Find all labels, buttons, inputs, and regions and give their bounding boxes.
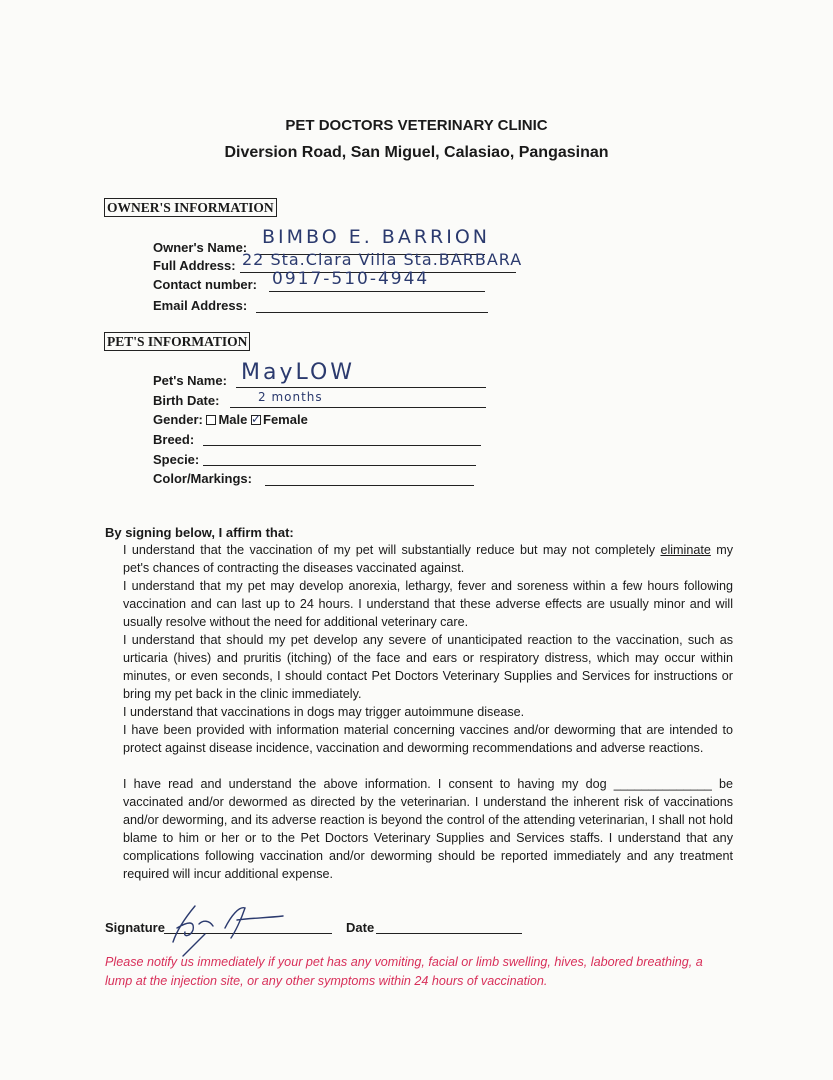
- birth-date-label: Birth Date:: [153, 393, 220, 408]
- consent-paragraph-6: [105, 775, 733, 883]
- consent-heading: By signing below, I affirm that:: [105, 525, 294, 540]
- consent-p1-b: my pet's chances of contracting the diseases vaccinated against.: [123, 543, 734, 575]
- clinic-name: PET DOCTORS VETERINARY CLINIC: [285, 117, 548, 134]
- owner-name-label: Owner's Name:: [153, 240, 248, 255]
- male-checkbox[interactable]: [206, 415, 216, 425]
- pet-name-value[interactable]: MayLOW: [241, 360, 356, 385]
- consent-paragraph-5: [105, 721, 733, 757]
- clinic-address: Diversion Road, San Miguel, Calasiao, Pangasinan: [224, 144, 609, 161]
- full-address-value[interactable]: 22 Sta.Clara Villa Sta.BARBARA: [242, 250, 523, 269]
- consent-paragraph-4: [105, 703, 733, 721]
- specie-line[interactable]: [203, 465, 476, 466]
- pet-name-line: [236, 387, 486, 388]
- date-line[interactable]: [376, 933, 522, 934]
- breed-line[interactable]: [203, 445, 481, 446]
- specie-label: Specie:: [153, 452, 200, 467]
- handwritten-signature: [165, 898, 295, 958]
- consent-p1-underlined: eliminate: [660, 543, 711, 557]
- consent-p3: I understand that should my pet develop any severe of unanticipated reaction to the vaccination, such as urticaria (hives) and pruritis (itching) of the face and ears or respiratory distress, which may occur within minutes, or even seconds, I should contact Pet Doctors Veterinary Supplies and Services for instructions or bring my pet back in the clinic immediately.: [123, 633, 733, 701]
- female-option-label: Female: [263, 412, 308, 427]
- owner-section-title: OWNER'S INFORMATION: [104, 198, 277, 217]
- consent-p1-a: I understand that the vaccination of my pet will substantially reduce but may not completely: [123, 543, 656, 557]
- full-address-label: Full Address:: [153, 258, 236, 273]
- color-markings-line[interactable]: [265, 485, 474, 486]
- post-vaccination-notice: Please notify us immediately if your pet has any vomiting, facial or limb swelling, hives, labored breathing, a lump at the injection site, or any other symptoms within 24 hours of vaccination.: [105, 955, 703, 988]
- email-address-label: Email Address:: [153, 298, 248, 313]
- female-checkbox[interactable]: [251, 415, 261, 425]
- color-markings-label: Color/Markings:: [153, 471, 252, 486]
- email-address-line[interactable]: [256, 312, 488, 313]
- breed-label: Breed:: [153, 432, 195, 447]
- birth-date-line: [230, 407, 486, 408]
- owner-name-value[interactable]: BIMBO E. BARRION: [262, 226, 491, 248]
- consent-p6-b: be vaccinated and/or dewormed as directed by the veterinarian. I understand the inherent risk of vaccinations and/or deworming, and its adverse reaction is beyond the control of the attending veterinarian, I shall not hold blame to him or her or to the Pet Doctors Veterinary Supplies and Services staffs. I understand that any complications following vaccination and/or deworming should be reported immediately and any treatment required will incur additional expense.: [123, 777, 734, 881]
- pet-name-label: Pet's Name:: [153, 373, 227, 388]
- consent-p4: I understand that vaccinations in dogs may trigger autoimmune disease.: [123, 705, 525, 719]
- dog-name-blank[interactable]: ______________: [613, 777, 712, 791]
- gender-field: [153, 412, 308, 428]
- consent-paragraph-2: [105, 577, 733, 631]
- consent-paragraph-3: [105, 631, 733, 703]
- contact-number-line: [269, 291, 485, 292]
- date-label: Date: [346, 920, 375, 935]
- contact-number-value[interactable]: 0917-510-4944: [272, 269, 430, 289]
- consent-p5: I have been provided with information material concerning vaccines and/or deworming that are intended to protect against disease incidence, vaccination and deworming recommendations and adverse reactions.: [123, 723, 733, 755]
- consent-paragraph-1: [105, 541, 733, 577]
- birth-date-value[interactable]: 2 months: [258, 390, 323, 404]
- signature-label: Signature: [105, 920, 165, 935]
- male-option-label: Male: [218, 412, 248, 427]
- pet-section-title: PET'S INFORMATION: [104, 332, 250, 351]
- consent-p6-a: I have read and understand the above information. I consent to having my dog: [123, 777, 607, 791]
- gender-label: Gender:: [153, 412, 203, 427]
- contact-number-label: Contact number:: [153, 277, 257, 292]
- consent-p2: I understand that my pet may develop anorexia, lethargy, fever and soreness within a few hours following vaccination and can last up to 24 hours. I understand that these adverse effects are usually minor and will usually resolve without the need for additional veterinary care.: [123, 579, 733, 629]
